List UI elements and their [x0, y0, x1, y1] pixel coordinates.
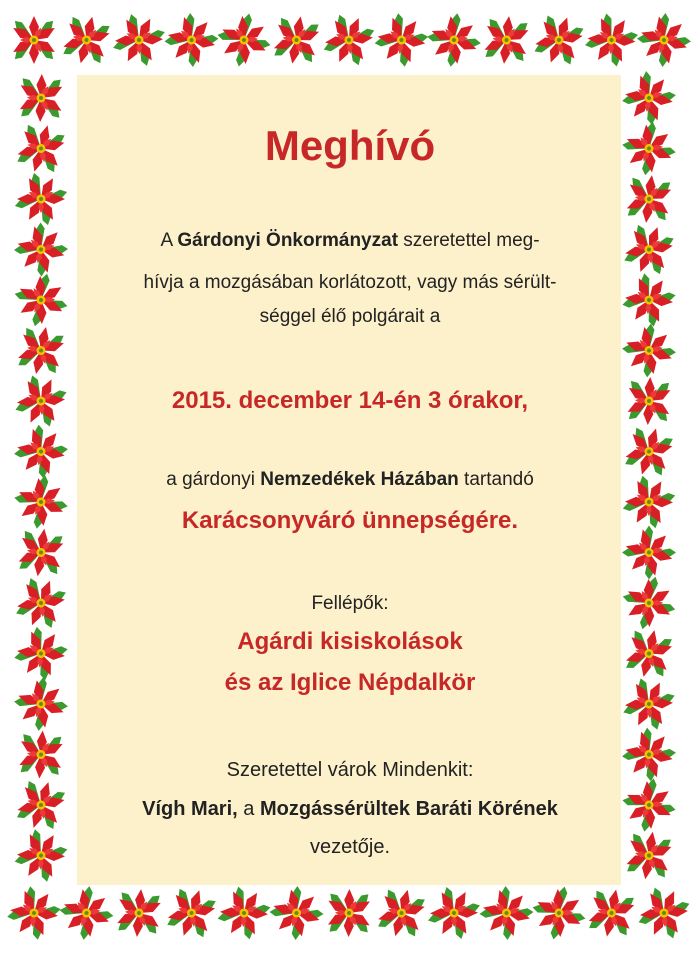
poinsettia-flower-icon — [422, 881, 486, 946]
poinsettia-flower-icon — [421, 7, 487, 73]
poinsettia-flower-icon — [633, 881, 695, 944]
poinsettia-flower-icon — [17, 73, 65, 123]
poinsettia-flower-icon — [13, 322, 69, 379]
poinsettia-flower-icon — [473, 880, 540, 947]
performer-2: és az Iglice Népdalkör — [224, 669, 476, 696]
poinsettia-flower-icon — [107, 8, 171, 72]
venue-line: a gárdonyi Nemzedékek Házában tartandó — [166, 469, 534, 490]
signature-line: Vígh Mari, a Mozgássérültek Baráti Körének — [142, 798, 558, 820]
performers-label: Fellépők: — [311, 593, 389, 614]
poinsettia-flower-icon — [526, 880, 592, 945]
poinsettia-flower-icon — [325, 889, 372, 938]
poinsettia-flower-icon — [9, 167, 73, 232]
closing-line-1: Szeretettel várok Mindenkit: — [226, 759, 474, 781]
poinsettia-flower-icon — [11, 16, 58, 64]
poinsettia-flower-icon — [1, 880, 67, 946]
poinsettia-flower-icon — [263, 880, 330, 947]
poinsettia-flower-icon — [53, 880, 120, 946]
club-name: Mozgássérültek Baráti Körének — [259, 798, 558, 820]
poinsettia-flower-icon — [269, 12, 323, 67]
poinsettia-flower-icon — [318, 9, 380, 72]
intro-line-1: A Gárdonyi Önkormányzat szeretettel meg- — [160, 230, 540, 251]
poinsettia-flower-icon — [529, 9, 589, 70]
poinsettia-flower-icon — [579, 7, 644, 73]
event-date: 2015. december 14-én 3 órakor, — [171, 387, 529, 414]
event-name: Karácsonyváró ünnepségére. — [181, 507, 519, 534]
poinsettia-flower-icon — [58, 11, 115, 69]
poinsettia-flower-icon — [623, 172, 675, 225]
poinsettia-flower-icon — [114, 887, 165, 939]
signer-name: Vígh Mari, — [142, 798, 238, 820]
poinsettia-flower-icon — [211, 880, 276, 946]
poinsettia-flower-icon — [368, 7, 434, 73]
invitation-title: Meghívó — [264, 122, 436, 169]
poinsettia-flower-icon — [158, 7, 225, 74]
performer-1: Agárdi kisiskolások — [237, 628, 463, 655]
poinsettia-flower-icon — [481, 14, 532, 67]
poinsettia-flower-icon — [373, 884, 430, 942]
organizer-name: Gárdonyi Önkormányzat — [177, 230, 399, 251]
intro-line-2: hívja a mozgásában korlátozott, vagy más sérült- — [143, 272, 557, 293]
poinsettia-flower-icon — [162, 883, 222, 944]
closing-line-3: vezetője. — [309, 836, 391, 858]
intro-line-3: séggel élő polgárait a — [259, 306, 441, 327]
venue-name: Nemzedékek Házában — [260, 469, 459, 490]
poinsettia-flower-icon — [584, 885, 639, 941]
poinsettia-flower-icon — [631, 7, 698, 74]
poinsettia-flower-icon — [211, 7, 277, 72]
